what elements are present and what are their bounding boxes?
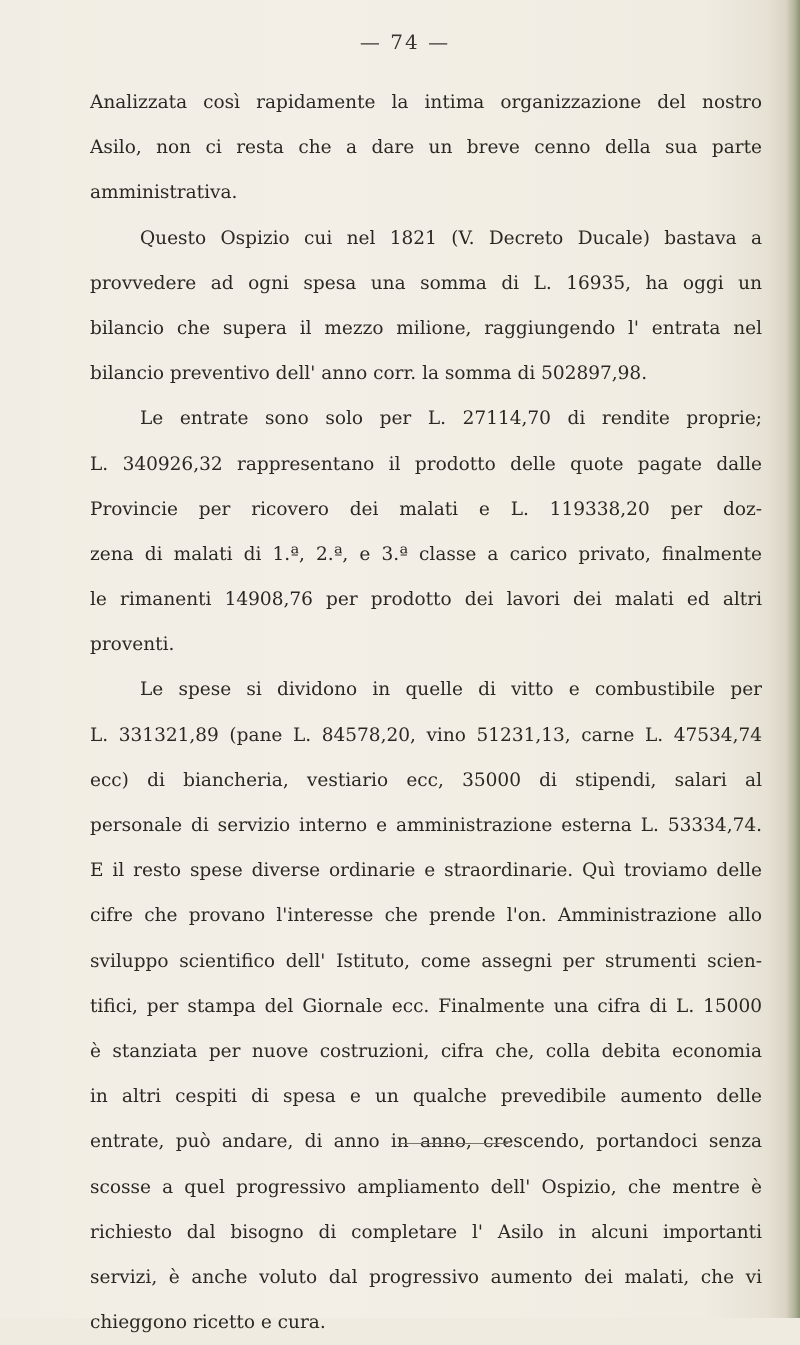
text-line-6: bilancio che supera il mezzo milione, raggiungendo l' entrata nel [90, 317, 762, 339]
text-line-16: ecc) di biancheria, vestiario ecc, 35000 di stipendi, salari al [90, 769, 762, 791]
page-number: — 74 — [359, 30, 451, 54]
text-line-26: richiesto dal bisogno di completare l' Asilo in alcuni importanti [90, 1221, 762, 1243]
text-line-5: provvedere ad ogni spesa una somma di L. 16935, ha oggi un [90, 272, 762, 294]
text-line-20: sviluppo scientifico dell' Istituto, come assegni per strumenti scien- [90, 950, 762, 972]
body-text [90, 80, 762, 1345]
text-line-7: bilancio preventivo dell' anno corr. la somma di 502897,98. [90, 363, 648, 385]
text-line-12: le rimanenti 14908,76 per prodotto dei lavori dei malati ed altri [90, 589, 762, 611]
text-line-4: Questo Ospizio cui nel 1821 (V. Decreto Ducale) bastava a [140, 227, 762, 249]
closing-rule [398, 1143, 508, 1144]
text-line-23: in altri cespiti di spesa e un qualche prevedibile aumento delle [90, 1086, 762, 1108]
text-line-1: Analizzata così rapidamente la intima organizzazione del nostro [90, 92, 762, 113]
text-line-14: Le spese si dividono in quelle di vitto e combustibile per [140, 679, 762, 701]
text-line-27: servizi, è anche voluto dal progressivo aumento dei malati, che vi [90, 1266, 762, 1288]
text-line-8: Le entrate sono solo per L. 27114,70 di rendite proprie; [140, 408, 762, 430]
text-line-18: E il resto spese diverse ordinarie e straordinarie. Quì troviamo delle [90, 860, 762, 882]
text-line-24: entrate, può andare, di anno in anno, crescendo, portandoci senza [90, 1131, 762, 1153]
text-line-13: proventi. [90, 634, 175, 656]
text-line-22: è stanziata per nuove costruzioni, cifra che, colla debita economia [90, 1040, 762, 1062]
page-edge-shadow [786, 0, 800, 1318]
text-line-19: cifre che provano l'interesse che prende l'on. Amministrazione allo [90, 905, 762, 927]
text-line-17: personale di servizio interno e amministrazione esterna L. 53334,74. [90, 815, 762, 836]
text-line-28: chieggono ricetto e cura. [90, 1312, 326, 1334]
text-line-3: amministrativa. [90, 182, 238, 204]
text-line-15: L. 331321,89 (pane L. 84578,20, vino 51231,13, carne L. 47534,74 [90, 724, 762, 746]
text-line-21: tifici, per stampa del Giornale ecc. Finalmente una cifra di L. 15000 [90, 995, 762, 1017]
text-line-2: Asilo, non ci resta che a dare un breve cenno della sua parte [90, 137, 762, 159]
text-line-11: zena di malati di 1.ª, 2.ª, e 3.ª classe a carico privato, finalmente [90, 543, 762, 565]
text-line-10: Provincie per ricovero dei malati e L. 119338,20 per doz- [90, 498, 762, 520]
text-line-25: scosse a quel progressivo ampliamento dell' Ospizio, che mentre è [90, 1176, 762, 1198]
text-line-9: L. 340926,32 rappresentano il prodotto delle quote pagate dalle [90, 453, 762, 475]
